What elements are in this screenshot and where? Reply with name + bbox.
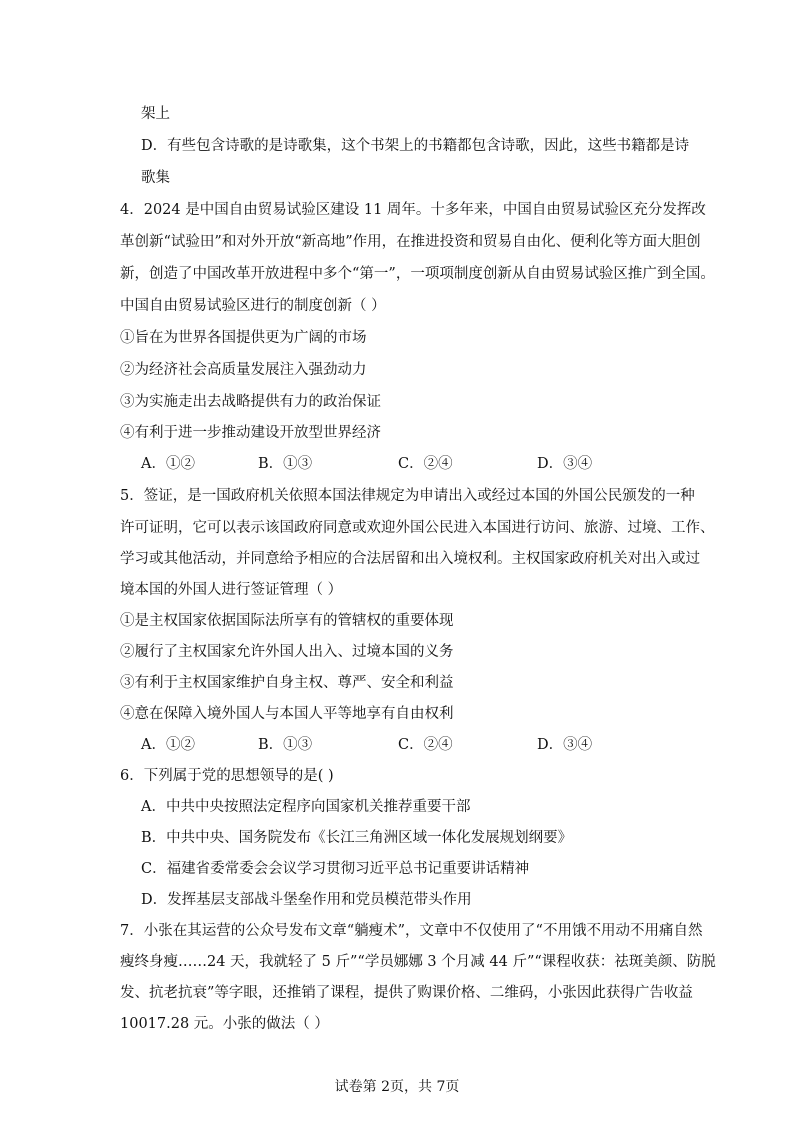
q3-tail: 架上 <box>141 106 170 122</box>
q5-option-c: C．②④ <box>398 737 453 753</box>
q4-stem-line: 革创新“试验田”和对外开放“新高地”作用，在推进投资和贸易自由化、便利化等方面大胆创 <box>120 234 701 250</box>
q5-option-a: A．①② <box>141 737 195 753</box>
q4-statement: ④有利于进一步推动建设开放型世界经济 <box>120 425 381 441</box>
q7-stem-line: 瘦终身瘦……24 天，我就轻了 5 斤”“学员娜娜 3 个月减 44 斤”“课程收获：祛斑美颜、防脱 <box>120 954 716 970</box>
q6-option-a: A．中共中央按照法定程序向国家机关推荐重要干部 <box>141 799 471 815</box>
q6-stem: 6．下列属于党的思想领导的是( ) <box>120 768 334 784</box>
q6-option-b: B．中共中央、国务院发布《长江三角洲区域一体化发展规划纲要》 <box>141 830 573 846</box>
q5-stem-line: 学习或其他活动，并同意给予相应的合法居留和出入境权利。主权国家政府机关对出入或过 <box>120 551 700 567</box>
q5-stem-line: 境本国的外国人进行签证管理（ ） <box>120 582 343 598</box>
q3-option-d: D．有些包含诗歌的是诗歌集，这个书架上的书籍都包含诗歌，因此，这些书籍都是诗 <box>141 138 690 154</box>
q4-statement: ②为经济社会高质量发展注入强劲动力 <box>120 362 367 378</box>
q4-option-c: C．②④ <box>398 456 453 472</box>
q6-option-d: D．发挥基层支部战斗堡垒作用和党员模范带头作用 <box>141 892 472 908</box>
q5-stem-line: 许可证明，它可以表示该国政府同意或欢迎外国公民进入本国进行访问、旅游、过境、工作、 <box>120 520 715 536</box>
q4-option-b: B．①③ <box>258 456 313 472</box>
q5-stem-line: 5．签证，是一国政府机关依照本国法律规定为申请出入或经过本国的外国公民颁发的一种 <box>120 488 695 504</box>
q6-option-c: C．福建省委常委会会议学习贯彻习近平总书记重要讲话精神 <box>141 861 530 877</box>
q5-option-d: D．③④ <box>537 737 593 753</box>
q7-stem-line: 10017.28 元。小张的做法（ ） <box>120 1016 329 1032</box>
q4-statement: ③为实施走出去战略提供有力的政治保证 <box>120 394 381 410</box>
q4-statement: ①旨在为世界各国提供更为广阔的市场 <box>120 330 367 346</box>
q4-stem-line: 4．2024 是中国自由贸易试验区建设 11 周年。十多年来，中国自由贸易试验区充分发挥改 <box>120 202 706 218</box>
q5-statement: ②履行了主权国家允许外国人出入、过境本国的义务 <box>120 644 454 660</box>
page-footer: 试卷第 2页，共 7页 <box>334 1079 460 1095</box>
q3-option-d-cont: 歌集 <box>141 170 170 186</box>
q4-option-a: A．①② <box>141 456 195 472</box>
q5-option-b: B．①③ <box>258 737 313 753</box>
q4-stem-line: 新，创造了中国改革开放进程中多个“第一”，一项项制度创新从自由贸易试验区推广到全国。 <box>120 266 715 282</box>
q7-stem-line: 发、抗老抗衰”等字眼，还推销了课程，提供了购课价格、二维码，小张因此获得广告收益 <box>120 985 693 1001</box>
q4-option-d: D．③④ <box>537 456 593 472</box>
q5-statement: ④意在保障入境外国人与本国人平等地享有自由权利 <box>120 706 454 722</box>
q4-stem-line: 中国自由贸易试验区进行的制度创新（ ） <box>120 298 386 314</box>
q5-statement: ①是主权国家依据国际法所享有的管辖权的重要体现 <box>120 613 454 629</box>
q7-stem-line: 7．小张在其运营的公众号发布文章“躺瘦术”，文章中不仅使用了“不用饿不用动不用痛自然 <box>120 923 703 939</box>
q5-statement: ③有利于主权国家维护自身主权、尊严、安全和利益 <box>120 675 454 691</box>
